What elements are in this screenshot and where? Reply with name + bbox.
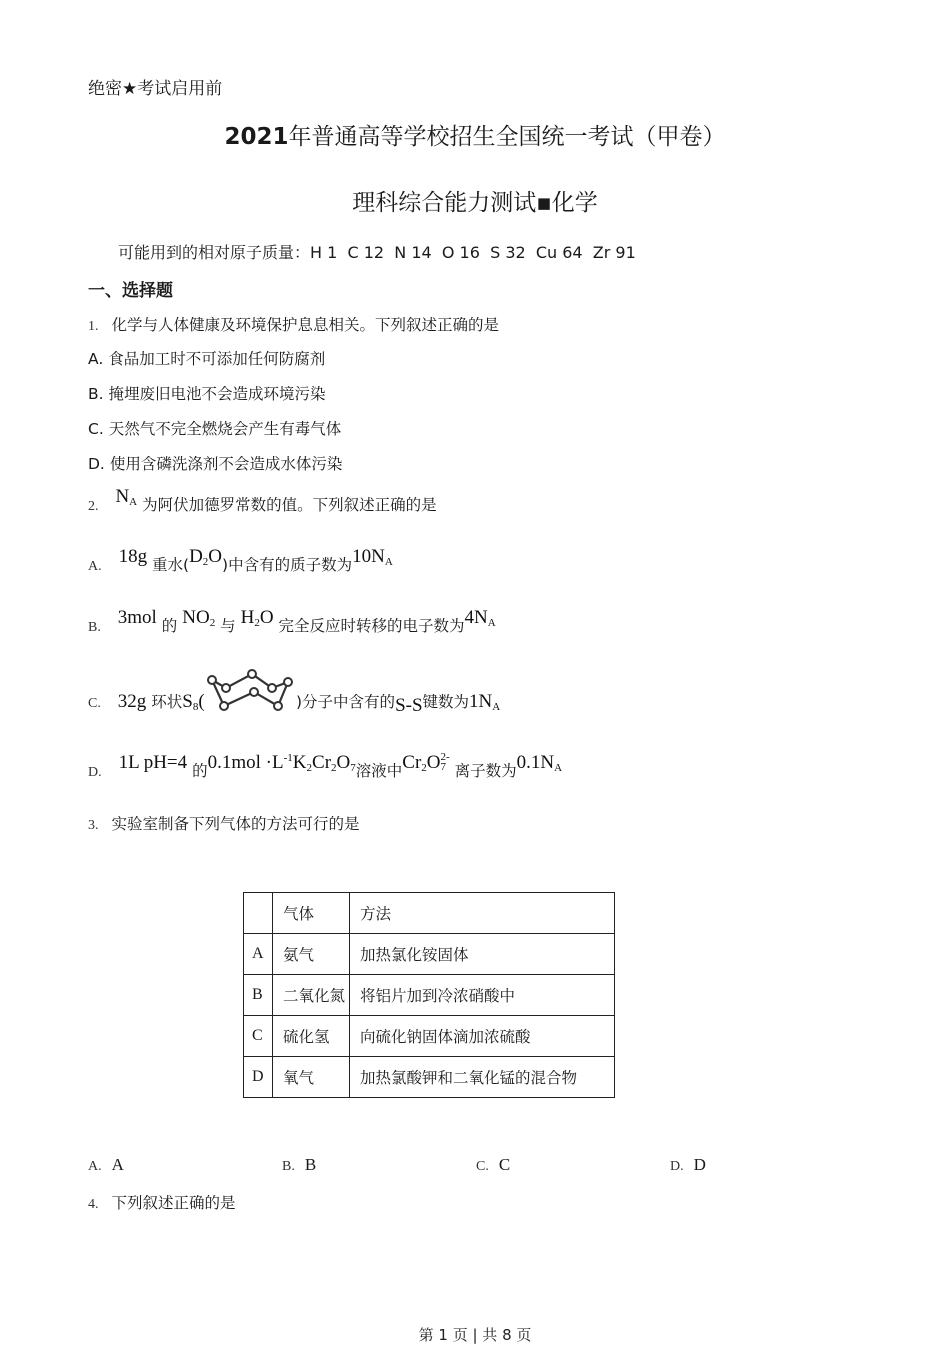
option-label: B.: [88, 620, 101, 635]
table-row: [244, 1057, 615, 1098]
q2-option-d: D. 1L pH=4 的$0.1mol \cdot L^{-1}K_2Cr_2O_7$溶液中$Cr_2O$ 2- 7 离子数为$0.1N_A$: [88, 751, 563, 780]
option-text: 使用含磷洗涤剂不会造成水体污染: [109, 455, 343, 473]
question-stem: 为阿伏加德罗常数的值。下列叙述正确的是: [142, 496, 437, 514]
question-number: 4.: [88, 1197, 99, 1212]
atomic-masses: [118, 240, 636, 263]
table-cell: 加热氯化铵固体: [350, 934, 615, 975]
q3-option-c: C. C: [476, 1155, 511, 1174]
question-2: [88, 486, 437, 515]
exam-title: [0, 118, 950, 151]
atomic-masses-values: H 1 C 12 N 14 O 16 S 32 Cu 64 Zr 91: [310, 243, 636, 262]
question-stem: 实验室制备下列气体的方法可行的是: [111, 815, 360, 833]
q2-option-a: A. 18g 重水$(D_2O)$中含有的质子数为$10N_A$: [88, 546, 393, 574]
table-cell: 将铝片加到冷浓硝酸中: [350, 975, 615, 1016]
gas-preparation-table: [243, 892, 615, 1098]
confidential-label: 绝密★考试启用前: [88, 79, 223, 99]
exam-subtitle: 理科综合能力测试▪化学: [352, 190, 598, 216]
q2-option-b: B. 3mol 的 $NO_2$ 与 $H_2O$ 完全反应时转移的电子数为$4N_A$: [88, 607, 496, 635]
q3-option-b: B. B: [282, 1155, 317, 1174]
option-label: D.: [88, 455, 105, 473]
s8-ring-structure-icon: [206, 668, 300, 716]
exam-year: 2021: [224, 124, 289, 150]
option-label: D.: [88, 765, 102, 780]
table-header-cell: 方法: [350, 893, 615, 934]
table-cell: 硫化氢: [273, 1016, 350, 1057]
question-number: 1.: [88, 319, 99, 334]
table-cell: 氨气: [273, 934, 350, 975]
q2-option-c: C. 32g 环状$S_8$(: [88, 691, 205, 713]
q1-option-a: [88, 347, 325, 369]
option-text: 天然气不完全燃烧会产生有毒气体: [108, 420, 342, 438]
table-cell: 氧气: [273, 1057, 350, 1098]
table-header-cell: 气体: [273, 893, 350, 934]
table-row: [244, 1016, 615, 1057]
question-stem: 下列叙述正确的是: [111, 1194, 236, 1212]
exam-title-text: 年普通高等学校招生全国统一考试（甲卷）: [288, 124, 726, 150]
q1-option-d: [88, 452, 342, 474]
question-stem: 化学与人体健康及环境保护息息相关。下列叙述正确的是: [111, 316, 499, 334]
table-cell: D: [244, 1057, 273, 1098]
page-indicator: 第 1 页 | 共 8 页: [418, 1326, 532, 1344]
q1-option-b: [88, 382, 326, 404]
table-cell: 二氧化氮: [273, 975, 350, 1016]
q1-option-c: [88, 417, 341, 439]
table-cell: 加热氯酸钾和二氧化锰的混合物: [350, 1057, 615, 1098]
option-text: 食品加工时不可添加任何防腐剂: [108, 350, 326, 368]
option-text: 掩埋废旧电池不会造成环境污染: [108, 385, 326, 403]
q2-option-c-tail: )分子中含有的S-S键数为$1N_A$: [296, 691, 501, 716]
question-3: [88, 812, 359, 834]
option-label: A.: [88, 559, 102, 574]
question-number: 2.: [88, 499, 99, 514]
table-cell: A: [244, 934, 273, 975]
option-label: A.: [88, 350, 104, 368]
table-row: [244, 975, 615, 1016]
option-label: C.: [88, 420, 104, 438]
question-number: 3.: [88, 818, 99, 833]
question-1: [88, 313, 499, 335]
table-row: [244, 934, 615, 975]
q3-option-d: D. D: [670, 1155, 706, 1174]
table-cell: B: [244, 975, 273, 1016]
table-cell: C: [244, 1016, 273, 1057]
table-cell: 向硫化钠固体滴加浓硫酸: [350, 1016, 615, 1057]
question-4: [88, 1191, 235, 1213]
avogadro-symbol: $N_A$: [115, 486, 138, 508]
table-header-cell: [244, 893, 273, 934]
q3-option-a: A. A: [88, 1155, 124, 1174]
option-label: B.: [88, 385, 104, 403]
atomic-masses-label: 可能用到的相对原子质量：: [118, 243, 311, 262]
section-title: 一、选择题: [88, 281, 173, 301]
table-header-row: [244, 893, 615, 934]
option-label: C.: [88, 696, 101, 711]
